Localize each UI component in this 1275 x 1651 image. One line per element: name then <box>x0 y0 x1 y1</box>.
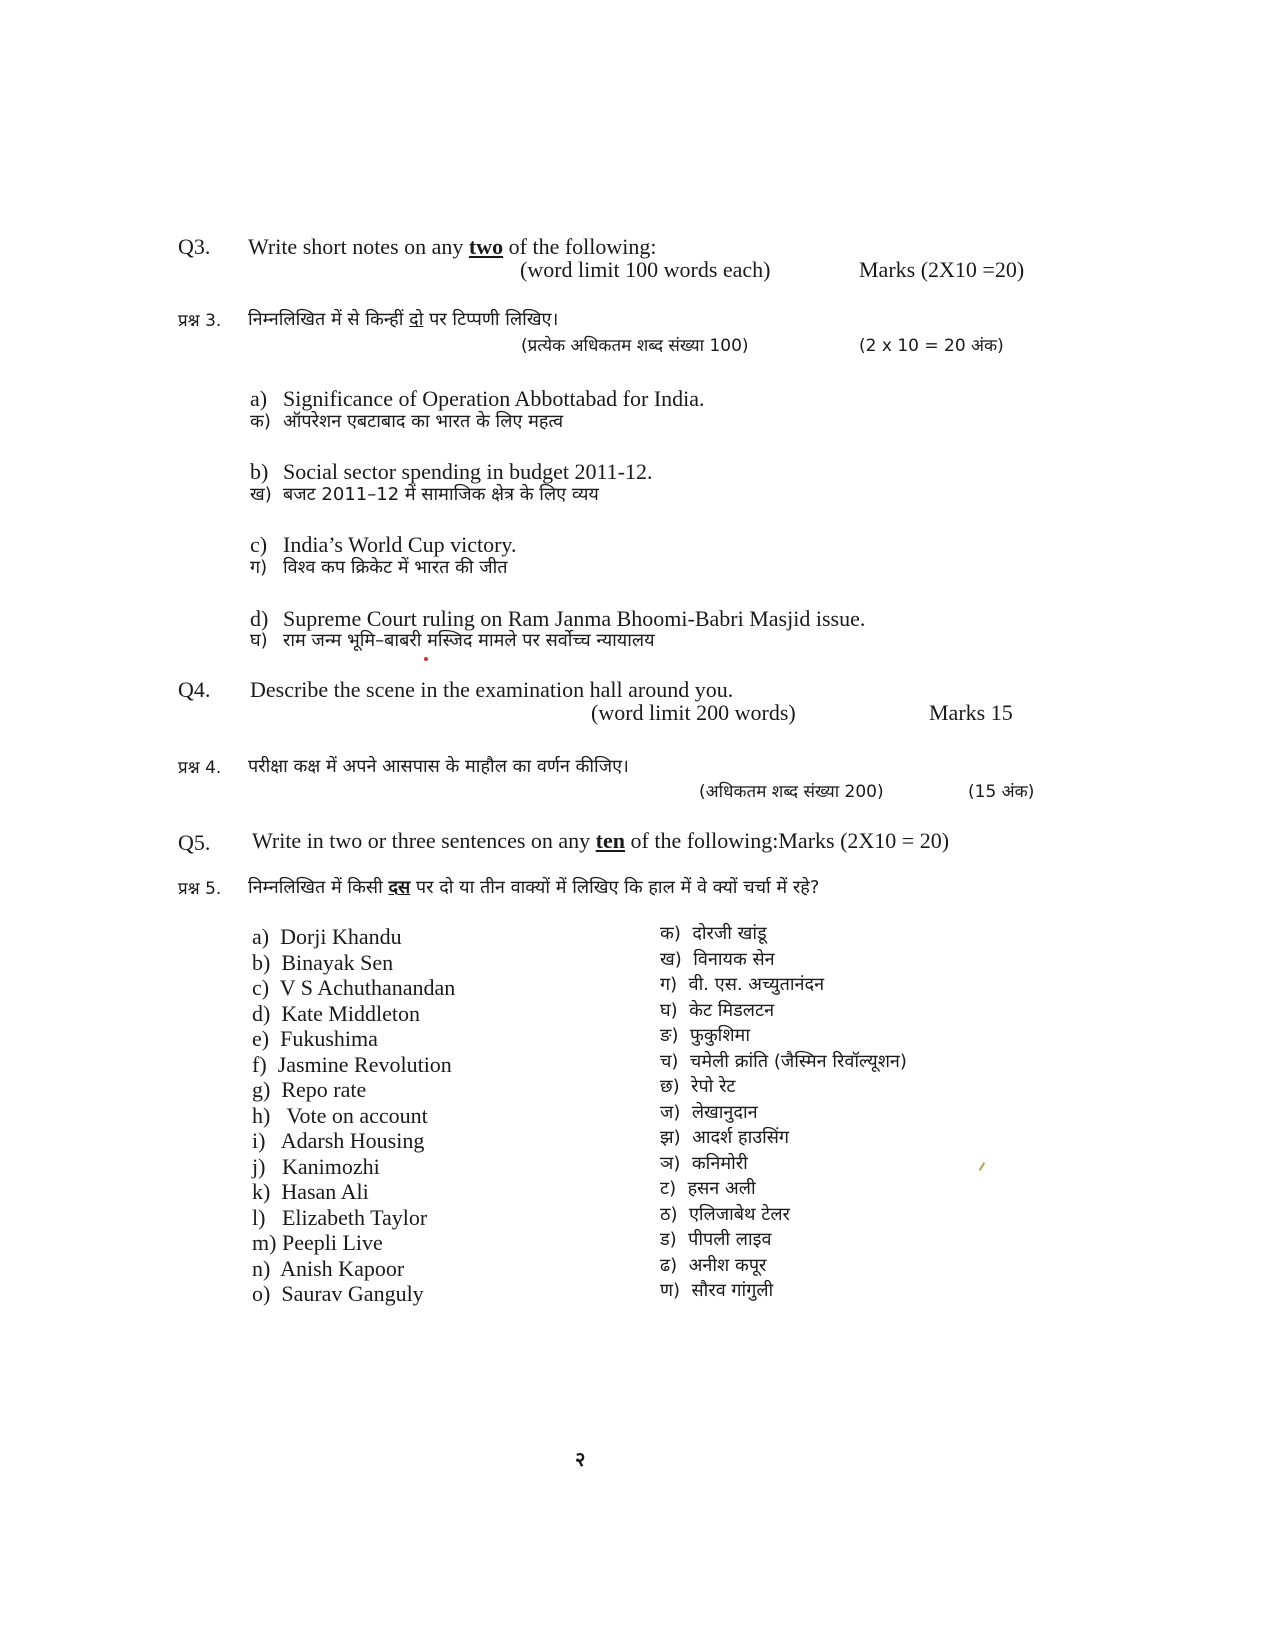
p4-word-limit: (अधिकतम शब्द संख्या 200) <box>699 782 884 802</box>
q3-item-hindi-text: बजट 2011–12 में सामाजिक क्षेत्र के लिए व्यय <box>283 484 599 505</box>
list-item <box>660 1254 767 1276</box>
list-item <box>660 1180 756 1198</box>
list-item <box>660 1027 750 1045</box>
list-item-letter: e) <box>252 1026 270 1051</box>
list-item-letter: l) <box>252 1204 266 1230</box>
list-item-letter: d) <box>252 1000 271 1026</box>
list-item-letter: k) <box>252 1179 271 1204</box>
pencil-tick-mark <box>979 1162 985 1171</box>
list-item-text: V S Achuthanandan <box>279 975 456 1000</box>
list-item-letter: छ) <box>660 1076 680 1097</box>
list-item-text: Kanimozhi <box>281 1153 380 1179</box>
list-item-letter: o) <box>252 1281 271 1306</box>
list-item-letter: h) <box>252 1102 271 1128</box>
list-item-text: एलिजाबेथ टेलर <box>688 1203 790 1225</box>
list-item-letter: f) <box>252 1051 267 1077</box>
list-item-letter: m) <box>252 1230 277 1255</box>
q5-text <box>252 830 949 852</box>
list-item <box>660 1152 748 1174</box>
q3-item-hindi-text: राम जन्म भूमि–बाबरी मस्जिद मामले पर सर्वोच्च न्यायालय <box>283 630 655 651</box>
list-item <box>252 1283 424 1305</box>
red-ink-dot <box>424 657 428 661</box>
q4-marks: Marks 15 <box>929 700 1013 725</box>
list-item <box>252 926 402 948</box>
list-item-letter: a) <box>252 924 270 949</box>
list-item-letter: j) <box>252 1153 266 1179</box>
list-item-text: Fukushima <box>280 1026 378 1051</box>
p3-text-pre: निम्नलिखित में से किन्हीं <box>248 309 410 330</box>
list-item-letter: ख) <box>660 948 682 970</box>
q3-text-post: of the following: <box>503 234 657 259</box>
p3-word-limit: (प्रत्येक अधिकतम शब्द संख्या 100) <box>521 336 749 356</box>
q3-text-pre: Write short notes on any <box>248 234 469 259</box>
page-number: २ <box>575 1447 586 1471</box>
list-item-text: कनिमोरी <box>691 1152 748 1174</box>
list-item-text: हसन अली <box>687 1178 756 1199</box>
list-item <box>660 1282 773 1300</box>
list-item <box>252 1000 421 1026</box>
list-item-letter: च) <box>660 1050 679 1072</box>
q5-text-post: of the following:Marks (2X10 = 20) <box>625 828 950 853</box>
q3-item-text: Social sector spending in budget 2011-12. <box>283 459 653 484</box>
list-item-text: सौरव गांगुली <box>691 1280 774 1301</box>
q3-item-text: India’s World Cup victory. <box>283 532 517 557</box>
list-item <box>660 1203 790 1225</box>
list-item-letter: ठ) <box>660 1203 678 1225</box>
list-item <box>660 1078 736 1096</box>
list-item <box>660 1050 907 1072</box>
list-item-text: Kate Middleton <box>281 1000 421 1026</box>
p5-text-pre: निम्नलिखित में किसी <box>248 877 389 898</box>
list-item <box>660 999 775 1021</box>
q3-item-text: Significance of Operation Abbottabad for India. <box>283 386 705 411</box>
q3-item-hindi-text: विश्व कप क्रिकेट में भारत की जीत <box>283 557 508 578</box>
list-item <box>660 1101 758 1123</box>
list-item-text: Binayak Sen <box>281 949 394 975</box>
list-item <box>252 1153 380 1179</box>
q3-item-letter: a) <box>250 386 268 411</box>
list-item-letter: घ) <box>660 999 678 1021</box>
list-item-text: रेपो रेट <box>691 1076 736 1097</box>
p5-text-emphasis: दस <box>388 877 411 898</box>
list-item-letter: ढ) <box>660 1254 678 1276</box>
list-item-text: Adarsh Housing <box>280 1128 425 1153</box>
p3-text <box>248 311 558 329</box>
list-item-letter: क) <box>660 923 681 944</box>
list-item-text: विनायक सेन <box>693 948 775 970</box>
list-item <box>660 925 767 943</box>
q3-item-hindi-letter: ख) <box>250 484 272 505</box>
list-item-text: Elizabeth Taylor <box>281 1204 428 1230</box>
list-item <box>252 1181 369 1203</box>
list-item-letter: ग) <box>660 974 678 995</box>
list-item-text: Saurav Ganguly <box>281 1281 424 1306</box>
q3-item-hindi-text: ऑपरेशन एबटाबाद का भारत के लिए महत्व <box>283 411 564 432</box>
list-item <box>252 1028 378 1050</box>
p4-number: प्रश्न 4. <box>178 758 222 778</box>
list-item <box>660 976 824 994</box>
q3-item-text: Supreme Court ruling on Ram Janma Bhoomi-Babri Masjid issue. <box>283 606 866 631</box>
list-item-letter: n) <box>252 1255 271 1281</box>
list-item <box>252 1232 383 1254</box>
list-item <box>252 1130 424 1152</box>
list-item <box>252 977 455 999</box>
q5-text-emphasis: ten <box>595 828 625 853</box>
list-item-text: Anish Kapoor <box>280 1255 405 1281</box>
list-item <box>660 948 775 970</box>
q4-text: Describe the scene in the examination hall around you. <box>250 677 734 702</box>
list-item-text: चमेली क्रांति (जैस्मिन रिवॉल्यूशन) <box>689 1050 907 1072</box>
list-item <box>252 1102 428 1128</box>
q3-item-hindi-letter: घ) <box>250 630 268 651</box>
p3-text-emphasis: दो <box>409 309 424 330</box>
q4-number: Q4. <box>178 677 211 702</box>
list-item-letter: ड) <box>660 1229 677 1250</box>
q4-word-limit: (word limit 200 words) <box>591 700 796 725</box>
list-item <box>252 1079 366 1101</box>
list-item-text: आदर्श हाउसिंग <box>692 1127 790 1148</box>
q3-text <box>248 236 657 258</box>
q3-item-hindi-letter: ग) <box>250 557 268 578</box>
list-item-text: केट मिडलटन <box>689 999 775 1021</box>
q3-word-limit: (word limit 100 words each) <box>520 257 771 282</box>
p3-marks: (2 x 10 = 20 अंक) <box>859 336 1004 356</box>
list-item-text: पीपली लाइव <box>688 1229 772 1250</box>
list-item-letter: ण) <box>660 1280 681 1301</box>
list-item-letter: ट) <box>660 1178 677 1199</box>
q3-item-hindi-letter: क) <box>250 411 271 432</box>
list-item-letter: c) <box>252 975 270 1000</box>
list-item-text: Jasmine Revolution <box>277 1051 452 1077</box>
q3-item-letter: d) <box>250 606 269 631</box>
list-item-text: Repo rate <box>281 1077 367 1102</box>
p4-text: परीक्षा कक्ष में अपने आसपास के माहौल का वर्णन कीजिए। <box>248 756 629 777</box>
p3-number: प्रश्न 3. <box>178 311 222 331</box>
list-item <box>660 1231 772 1249</box>
list-item-text: लेखानुदान <box>691 1101 758 1123</box>
list-item-text: फुकुशिमा <box>689 1025 750 1046</box>
p5-text <box>248 879 819 897</box>
p4-marks: (15 अंक) <box>968 782 1035 802</box>
list-item-letter: i) <box>252 1128 266 1153</box>
list-item-letter: ङ) <box>660 1025 679 1046</box>
list-item-text: Peepli Live <box>281 1230 383 1255</box>
list-item <box>252 1051 452 1077</box>
list-item-letter: ज) <box>660 1101 681 1123</box>
list-item-letter: g) <box>252 1077 271 1102</box>
list-item-text: वी. एस. अच्युतानंदन <box>688 974 825 995</box>
list-item-text: Vote on account <box>286 1102 428 1128</box>
q3-item-letter: c) <box>250 532 268 557</box>
list-item-letter: b) <box>252 949 271 975</box>
list-item-text: Dorji Khandu <box>280 924 402 949</box>
list-item-text: Hasan Ali <box>281 1179 369 1204</box>
p5-number: प्रश्न 5. <box>178 879 222 899</box>
p5-text-post: पर दो या तीन वाक्यों में लिखिए कि हाल में वे क्यों चर्चा में रहे? <box>410 877 820 898</box>
list-item-text: दोरजी खांडू <box>692 923 767 944</box>
list-item <box>660 1129 789 1147</box>
q3-marks: Marks (2X10 =20) <box>859 257 1025 282</box>
q5-number: Q5. <box>178 830 211 855</box>
list-item <box>252 1204 428 1230</box>
list-item-text: अनीश कपूर <box>688 1254 767 1276</box>
q5-text-pre: Write in two or three sentences on any <box>252 828 596 853</box>
list-item-letter: झ) <box>660 1127 681 1148</box>
q3-number: Q3. <box>178 234 211 259</box>
q3-text-emphasis: two <box>468 234 504 259</box>
p3-text-post: पर टिप्पणी लिखिए। <box>423 309 559 330</box>
list-item-letter: ञ) <box>660 1152 681 1174</box>
q3-item-letter: b) <box>250 459 269 484</box>
list-item <box>252 1255 405 1281</box>
list-item <box>252 949 394 975</box>
